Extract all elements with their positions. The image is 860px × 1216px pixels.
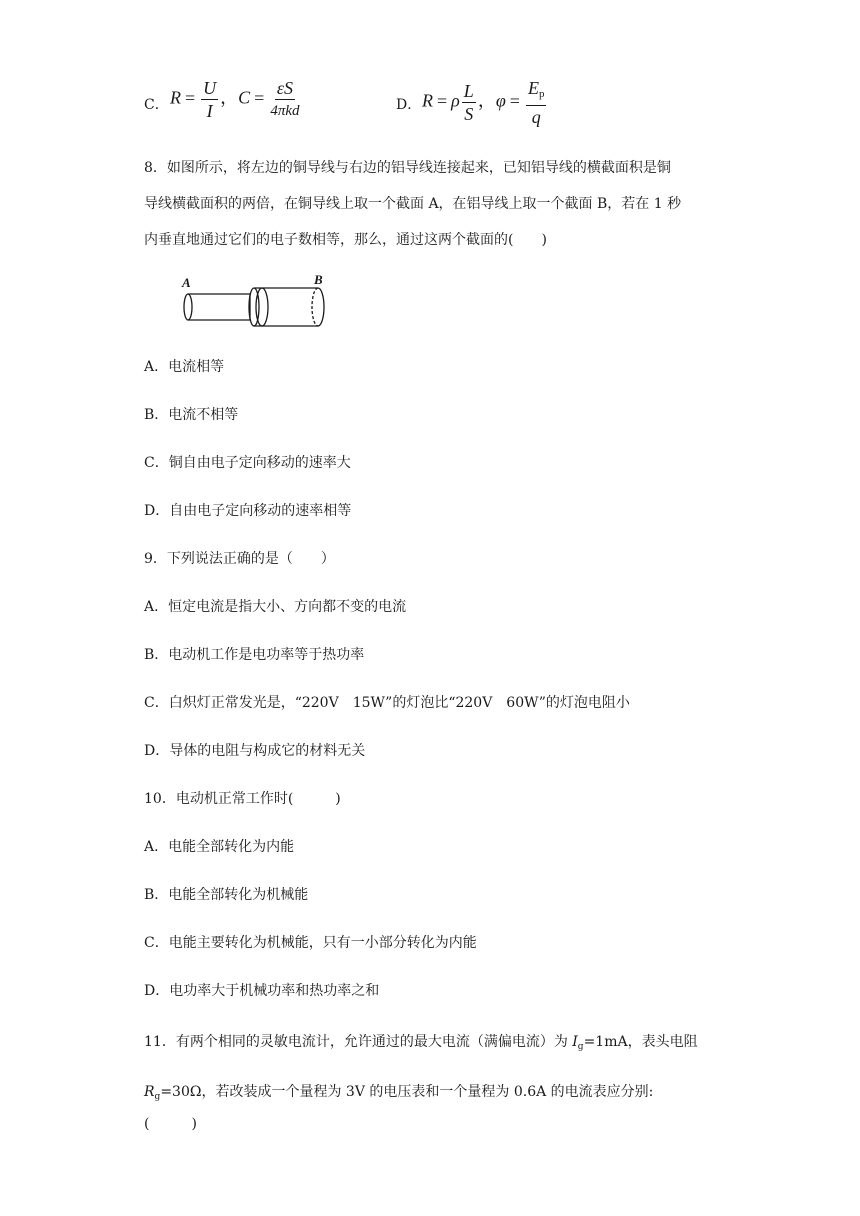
q11-stem-line-3: ( )	[144, 1116, 197, 1132]
label-b: B	[314, 272, 323, 287]
q11-stem-line-2: $R_g=30\Omega$，若改装成一个量程为 3V 的电压表和一个量程为 0.6A 的电流表应分别:	[144, 1084, 654, 1102]
fraction-ep-over-q: $\frac{E_p}{q}$	[527, 78, 545, 127]
q8-stem-line-2: 导线横截面积的两倍，在铜导线上取一个截面 A，在铝导线上取一个截面 B，若在 1 秒	[144, 196, 682, 212]
q9-option-d: D．导体的电阻与构成它的材料无关	[144, 743, 366, 759]
option-c-label: C．	[144, 97, 169, 113]
label-a: A	[182, 275, 191, 290]
q8-option-d: D．自由电子定向移动的速率相等	[144, 503, 352, 519]
wire-diagram	[176, 272, 336, 334]
q10-option-b: B．电能全部转化为机械能	[144, 887, 309, 903]
q10-option-a: A．电能全部转化为内能	[144, 839, 295, 855]
q8-stem-line-1: 8．如图所示，将左边的铜导线与右边的铝导线连接起来，已知铝导线的横截面积是铜	[144, 160, 671, 176]
q9-option-c: C．白炽灯正常发光是，“220V 15W”的灯泡比“220V 60W”的灯泡电阻小	[144, 695, 630, 711]
q10-option-d: D．电功率大于机械功率和热功率之和	[144, 983, 380, 999]
formula-d: R = ρ $\frac{L}{S}$ ，φ = $\frac{E_p}{q}$	[422, 78, 545, 127]
q10-stem: 10．电动机正常工作时( )	[144, 791, 341, 807]
formula-c: R = $\frac{U}{I}$ ，C = $\frac{\varepsilon S}{\text{4πkd}}$	[170, 78, 300, 121]
fraction-u-over-i: $\frac{U}{I}$	[203, 78, 217, 121]
q9-option-b: B．电动机工作是电功率等于热功率	[144, 647, 365, 663]
q10-option-c: C．电能主要转化为机械能，只有一小部分转化为内能	[144, 935, 477, 951]
q9-stem: 9．下列说法正确的是（ ）	[144, 551, 335, 567]
formula-row	[144, 78, 744, 128]
q8-option-a: A．电流相等	[144, 359, 225, 375]
fraction-capacitance: $\frac{\varepsilon S}{\text{4πkd}}$	[270, 78, 300, 119]
q8-option-b: B．电流不相等	[144, 407, 239, 423]
option-d-label: D．	[396, 97, 422, 113]
q8-option-c: C．铜自由电子定向移动的速率大	[144, 455, 351, 471]
q8-stem-line-3: 内垂直地通过它们的电子数相等，那么，通过这两个截面的( )	[144, 232, 547, 248]
q9-option-a: A．恒定电流是指大小、方向都不变的电流	[144, 599, 407, 615]
fraction-l-over-s: $\frac{L}{S}$	[463, 81, 474, 124]
q11-stem-line-1: 11．有两个相同的灵敏电流计，允许通过的最大电流（满偏电流）为 $I_g=1mA$，表头电阻	[144, 1034, 698, 1052]
